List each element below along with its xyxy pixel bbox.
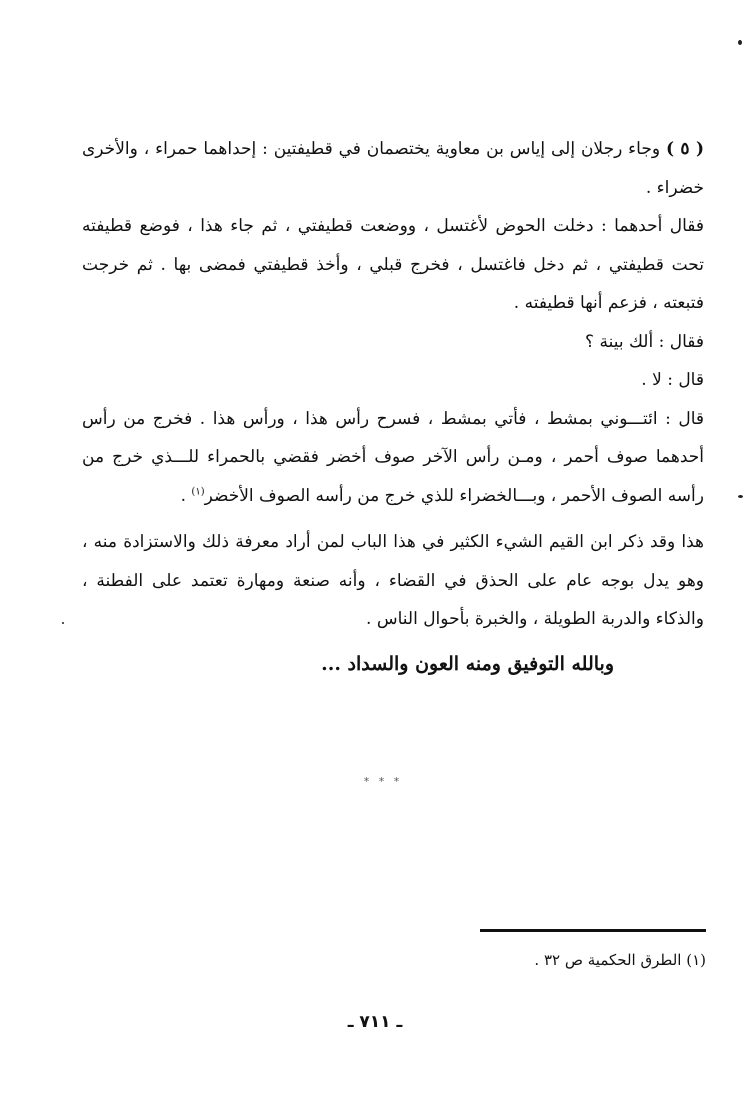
paragraph (82, 323, 704, 362)
paragraph (82, 207, 704, 323)
paragraph (82, 400, 704, 516)
paragraph-text: وجاء رجلان إلى إياس بن معاوية يختصمان في قطيفتين : إحداهما حمراء ، والأخرى خضراء . (82, 139, 704, 198)
scan-speck (738, 40, 742, 45)
item-marker: ( ٥ ) (665, 139, 705, 159)
footnote-rule (480, 929, 706, 932)
paragraph (82, 361, 704, 400)
paragraph-tail: . (180, 485, 192, 506)
paragraph-text: قال : ائتـــوني بمشط ، فأتي بمشط ، فسرح رأس هذا ، ورأس هذا . فخرج من رأس أحدهما صوف أحمر ، ومـن رأس الآخر صوف أخضر فقضي بالحمراء للـــذي خرج من رأسه الصوف الأحمر ، وبـــالخضراء للذي خرج من رأسه الصوف الأخضر (82, 408, 704, 506)
main-text (82, 130, 704, 683)
summary-paragraph: هذا وقد ذكر ابن القيم الشيء الكثير في هذا الباب لمن أراد معرفة ذلك والاستزادة منه ، وهو يدل بوجه عام على الحذق في القضاء ، وأنه صنعة ومهارة تعتمد على الفطنة ، والذكاء والدربة الطويلة ، والخبرة بأحوال الناس . (82, 532, 704, 629)
footnote-number: (١) (686, 951, 706, 969)
scan-speck (62, 622, 64, 624)
paragraph-text: قال : لا . (641, 370, 704, 390)
section-separator: * * * (363, 775, 403, 788)
footnote (380, 949, 706, 971)
footnote-text: الطرق الحكمية ص ٣٢ . (534, 951, 682, 969)
paragraph-text: فقال : ألك بينة ؟ (585, 331, 704, 352)
page-number: ـ ٧١١ ـ (347, 1012, 403, 1032)
closing-line: وبالله التوفيق ومنه العون والسداد ... (321, 652, 614, 675)
scan-speck (738, 495, 743, 498)
paragraph-text: فقال أحدهما : دخلت الحوض لأغتسل ، ووضعت قطيفتي ، ثم جاء هذا ، فوضع قطيفته تحت قطيفتي ، ثم دخل فاغتسل ، فخرج قبلي ، وأخذ قطيفتي فمضى بها . ثم خرجت فتبعته ، فزعم أنها قطيفته . (82, 216, 704, 313)
footnote-reference: (١) (191, 485, 205, 497)
paragraph (82, 130, 704, 207)
